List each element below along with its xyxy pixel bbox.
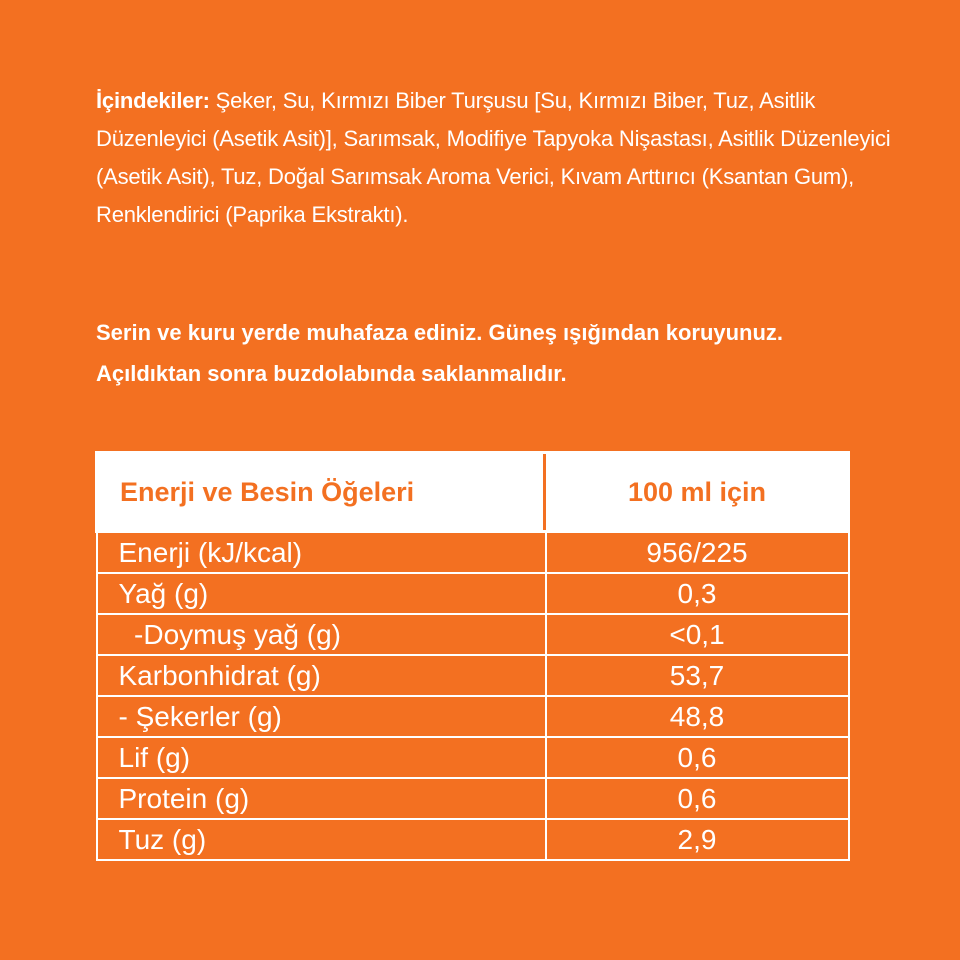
row-name-saturated-fat: -Doymuş yağ (g) [97, 614, 546, 655]
ingredients-label: İçindekiler: [96, 88, 210, 113]
row-value-fat: 0,3 [546, 573, 849, 614]
row-name-fibre: Lif (g) [97, 737, 546, 778]
row-value-carbohydrate: 53,7 [546, 655, 849, 696]
table-row [97, 696, 849, 737]
row-value-fibre: 0,6 [546, 737, 849, 778]
table-row [97, 737, 849, 778]
storage-instructions [96, 312, 896, 394]
row-value-saturated-fat: <0,1 [546, 614, 849, 655]
row-name-carbohydrate: Karbonhidrat (g) [97, 655, 546, 696]
nutrition-table [95, 451, 850, 861]
table-row [97, 532, 849, 574]
table-row [97, 655, 849, 696]
row-value-salt: 2,9 [546, 819, 849, 860]
ingredients-list: Şeker, Su, Kırmızı Biber Turşusu [Su, Kırmızı Biber, Tuz, Asitlik Düzenleyici (Asetik Asit)], Sarımsak, Modifiye Tapyoka Nişastası, Asitlik Düzenleyici (Asetik Asit), Tuz, Doğal Sarımsak Aroma Verici, Kıvam Arttırıcı (Ksantan Gum), Renklendirici (Paprika Ekstraktı). [96, 88, 891, 227]
header-per-100ml: 100 ml için [546, 453, 849, 532]
storage-line-1: Serin ve kuru yerde muhafaza ediniz. Güneş ışığından koruyunuz. [96, 320, 784, 345]
table-row [97, 614, 849, 655]
row-value-protein: 0,6 [546, 778, 849, 819]
row-value-sugars: 48,8 [546, 696, 849, 737]
row-value-energy: 956/225 [546, 532, 849, 574]
row-name-fat: Yağ (g) [97, 573, 546, 614]
nutrition-table-header [97, 453, 849, 532]
table-row [97, 573, 849, 614]
header-nutrient: Enerji ve Besin Öğeleri [97, 453, 546, 532]
table-row [97, 778, 849, 819]
storage-line-2: Açıldıktan sonra buzdolabında saklanmalıdır. [96, 361, 567, 386]
row-name-protein: Protein (g) [97, 778, 546, 819]
row-name-energy: Enerji (kJ/kcal) [97, 532, 546, 574]
row-name-salt: Tuz (g) [97, 819, 546, 860]
ingredients-text [96, 82, 896, 234]
table-row [97, 819, 849, 860]
row-name-sugars: - Şekerler (g) [97, 696, 546, 737]
